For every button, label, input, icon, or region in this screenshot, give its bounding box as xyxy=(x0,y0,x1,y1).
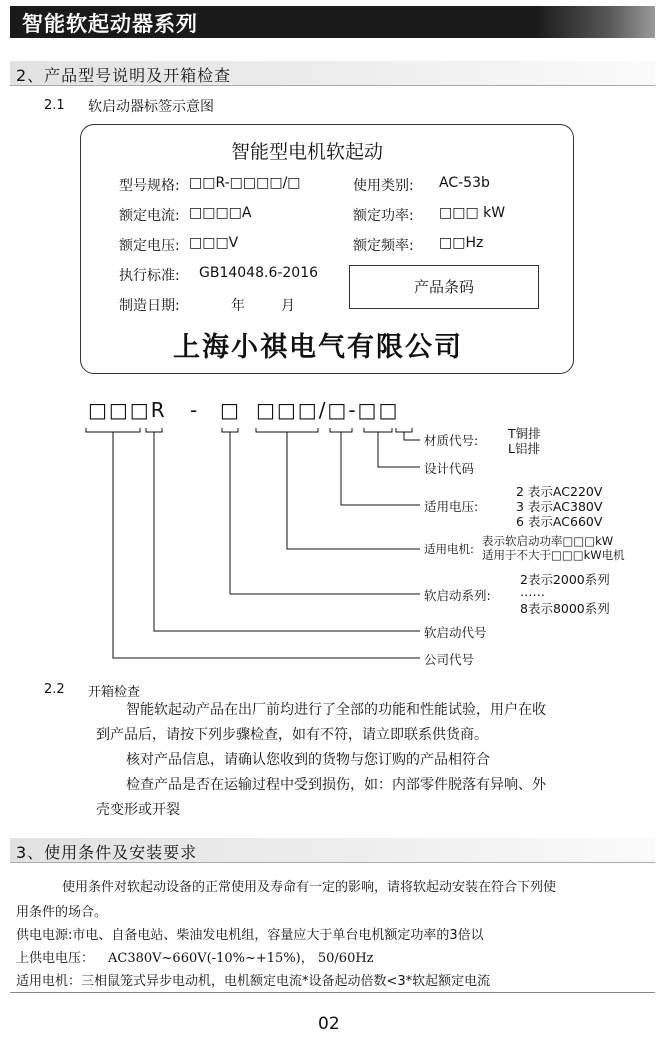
label-company: 上海小祺电气有限公司 xyxy=(173,332,463,363)
model-code-dash: - xyxy=(190,398,200,422)
label-use-value: AC-53b xyxy=(439,175,490,191)
legend-series-2: 2表示2000系列 xyxy=(520,572,610,587)
label-standard-value: GB14048.6-2016 xyxy=(199,265,319,281)
section-3-line-2: 用条件的场合。 xyxy=(16,905,108,920)
label-freq-value: □□Hz xyxy=(439,235,484,251)
section-3-line-5: 适用电机：三相鼠笼式异步电动机，电机额定电流*设备起动倍数<3*软起额定电流 xyxy=(16,974,491,989)
label-power-key: 额定功率: xyxy=(353,208,414,224)
page-title: 智能软起动器系列 xyxy=(22,12,198,36)
label-date-month: 月 xyxy=(281,298,295,314)
label-date-key: 制造日期: xyxy=(119,298,180,314)
section-3-heading: 3、使用条件及安装要求 xyxy=(16,843,198,862)
label-title: 智能型电机软起动 xyxy=(231,141,384,163)
page-number: 02 xyxy=(318,1014,340,1034)
legend-voltage-6: 6 表示AC660V xyxy=(516,514,603,529)
section-3-line-1: 使用条件对软起动设备的正常使用及寿命有一定的影响，请将软起动安装在符合下列使 xyxy=(62,880,557,895)
section-3-line-4: 上供电电压： xyxy=(16,951,95,966)
subsection-2-2-title: 开箱检查 xyxy=(88,685,141,700)
model-code-part2: □ xyxy=(220,398,241,422)
label-power-value: □□□ kW xyxy=(439,205,506,221)
legend-voltage-2: 2 表示AC220V xyxy=(516,484,603,499)
label-model-key: 型号规格: xyxy=(119,178,180,194)
model-code-part3: □□□/□-□□ xyxy=(256,398,400,422)
legend-series-dots: …… xyxy=(520,584,545,599)
label-standard-key: 执行标准: xyxy=(119,268,180,284)
legend-motor-2: 适用于不大于□□□kW电机 xyxy=(482,548,625,562)
legend-design: 设计代码 xyxy=(424,461,475,476)
legend-softstart-code: 软启动代号 xyxy=(424,625,487,640)
legend-material: 材质代号: xyxy=(424,433,479,448)
subsection-2-1-number: 2.1 xyxy=(44,98,65,113)
barcode-label: 产品条码 xyxy=(413,278,474,296)
section-3-voltage-spec: AC380V~660V(-10%~+15%)， 50/60Hz xyxy=(108,951,374,966)
label-date-year: 年 xyxy=(231,298,245,314)
label-use-key: 使用类别: xyxy=(353,178,414,194)
section-2-heading: 2、产品型号说明及开箱检查 xyxy=(16,66,232,85)
legend-series: 软启动系列: xyxy=(424,588,491,603)
legend-material-t: T铜排 xyxy=(508,426,541,441)
subsection-2-1-title: 软启动器标签示意图 xyxy=(88,99,214,115)
legend-motor-1: 表示软启动功率□□□kW xyxy=(482,534,614,548)
paragraph-line-2: 到产品后，请按下列步骤检查，如有不符，请立即联系供货商。 xyxy=(96,727,488,743)
legend-voltage: 适用电压: xyxy=(424,499,479,514)
subsection-2-2-number: 2.2 xyxy=(44,682,65,697)
model-code-part1: □□□R xyxy=(88,398,167,422)
label-voltage-key: 额定电压: xyxy=(119,238,180,254)
paragraph-line-4: 检查产品是否在运输过程中受到损伤，如：内部零件脱落有异响、外 xyxy=(126,777,546,793)
legend-series-8: 8表示8000系列 xyxy=(520,601,610,616)
paragraph-line-3: 核对产品信息，请确认您收到的货物与您订购的产品相符合 xyxy=(126,752,490,768)
section-3-bar xyxy=(10,838,655,863)
section-3-line-3: 供电电源:市电、自备电站、柴油发电机组，容量应大于单台电机额定功率的3倍以 xyxy=(16,928,484,943)
legend-motor: 适用电机: xyxy=(424,542,474,556)
label-current-value: □□□□A xyxy=(189,205,252,221)
label-voltage-value: □□□V xyxy=(189,235,239,251)
legend-voltage-3: 3 表示AC380V xyxy=(516,499,603,514)
paragraph-line-5: 壳变形或开裂 xyxy=(96,802,180,818)
paragraph-line-1: 智能软起动产品在出厂前均进行了全部的功能和性能试验，用户在收 xyxy=(126,702,546,718)
legend-material-l: L铝排 xyxy=(508,441,540,456)
legend-company-code: 公司代号 xyxy=(424,652,475,667)
label-current-key: 额定电流: xyxy=(119,208,180,224)
section-3-divider xyxy=(10,992,655,993)
label-model-value: □□R-□□□□/□ xyxy=(189,175,301,191)
label-freq-key: 额定频率: xyxy=(353,238,414,254)
